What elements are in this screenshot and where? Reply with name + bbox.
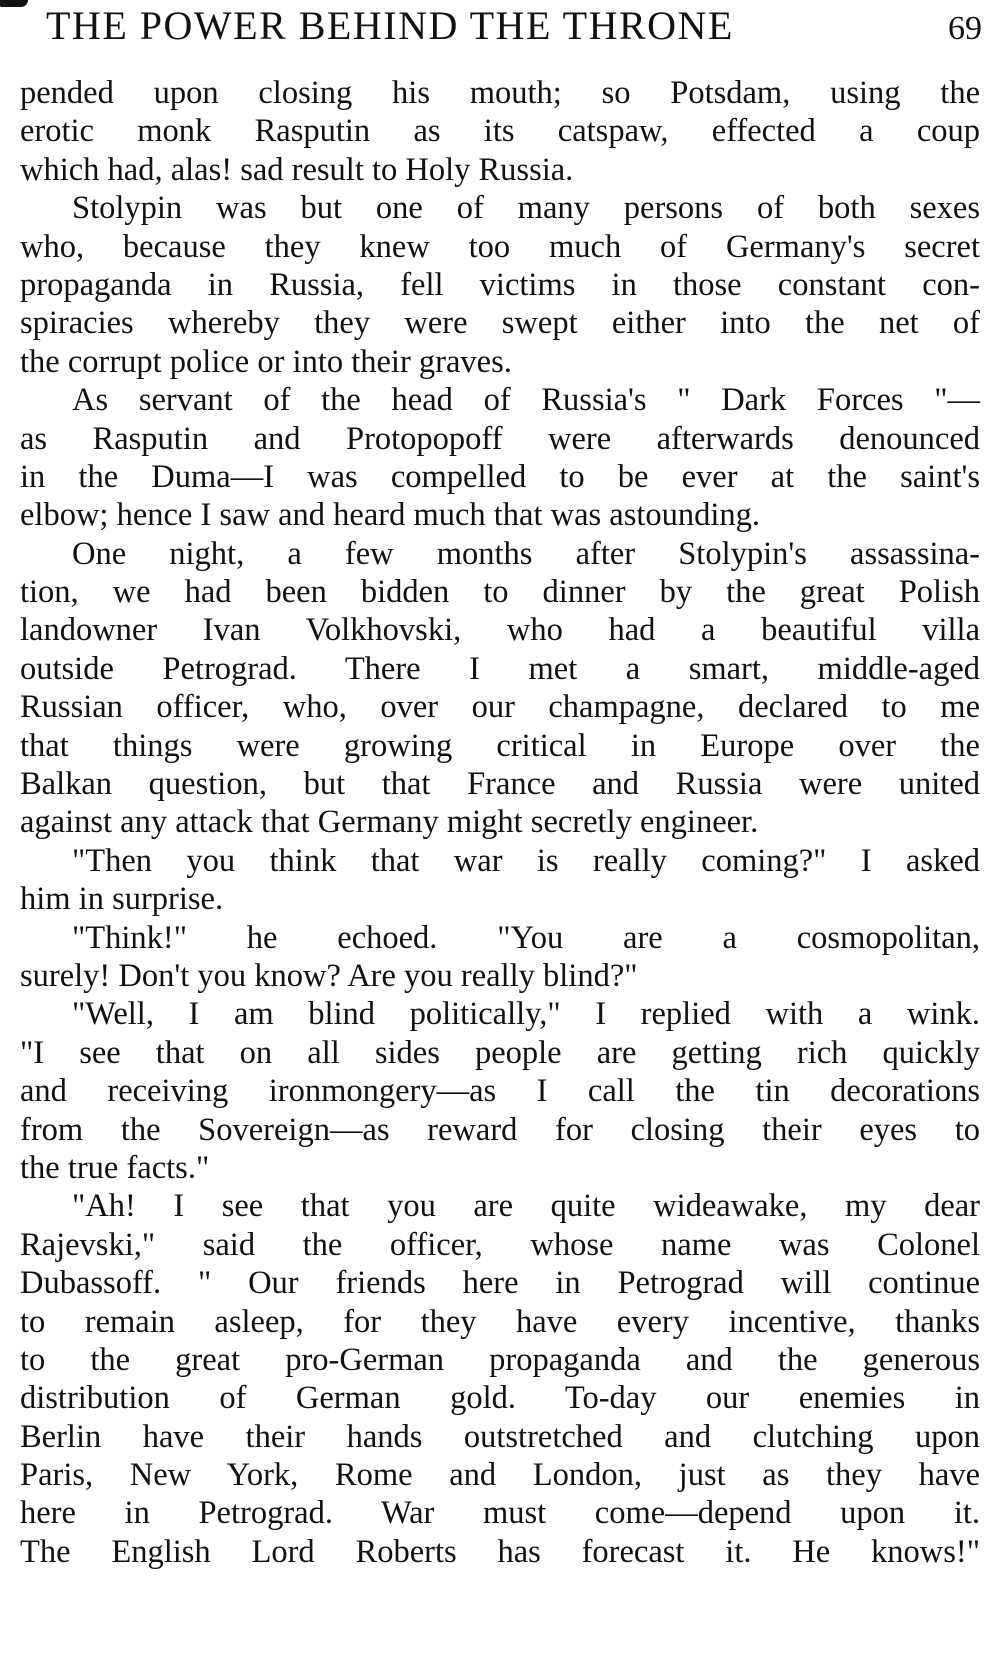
text-line: "I see that on all sides people are getting rich quickly (20, 1034, 980, 1071)
text-line: landowner Ivan Volkhovski, who had a beautiful villa (20, 612, 980, 649)
text-line: to remain asleep, for they have every incentive, thanks (20, 1303, 980, 1340)
text-line: here in Petrograd. War must come—depend upon it. (20, 1495, 980, 1532)
text-line: against any attack that Germany might secretly engineer. (20, 804, 759, 841)
text-line: Rajevski," said the officer, whose name was Colonel (20, 1226, 980, 1263)
text-line: the corrupt police or into their graves. (20, 343, 512, 380)
text-line: which had, alas! sad result to Holy Russia. (20, 151, 574, 188)
text-line: surely! Don't you know? Are you really blind?" (20, 957, 638, 994)
text-line: "Think!" he echoed. "You are a cosmopolitan, (72, 919, 980, 956)
text-line: tion, we had been bidden to dinner by the great Polish (20, 574, 980, 611)
text-line: elbow; hence I saw and heard much that was astounding. (20, 497, 761, 534)
text-line: propaganda in Russia, fell victims in those constant con- (20, 266, 980, 303)
text-line: Berlin have their hands outstretched and clutching upon (20, 1418, 980, 1455)
body-text (20, 74, 980, 1571)
text-line: that things were growing critical in Europe over the (20, 727, 980, 764)
text-line: in the Duma—I was compelled to be ever at the saint's (20, 458, 980, 495)
text-line: "Ah! I see that you are quite wideawake, my dear (72, 1188, 980, 1225)
text-line: Russian officer, who, over our champagne, declared to me (20, 689, 980, 726)
page-header (46, 2, 982, 52)
ink-blot-mark (0, 0, 28, 7)
text-line: Balkan question, but that France and Russia were united (20, 766, 980, 803)
text-line: As servant of the head of Russia's " Dark Forces "— (72, 382, 980, 419)
text-line: One night, a few months after Stolypin's assassina- (72, 535, 980, 572)
text-line: to the great pro-German propaganda and the generous (20, 1341, 980, 1378)
text-line: pended upon closing his mouth; so Potsdam, using the (20, 75, 980, 111)
text-line: distribution of German gold. To-day our enemies in (20, 1380, 980, 1417)
text-line: and receiving ironmongery—as I call the tin decorations (20, 1073, 980, 1110)
text-line: Dubassoff. " Our friends here in Petrograd will continue (20, 1265, 980, 1302)
text-line: from the Sovereign—as reward for closing their eyes to (20, 1111, 980, 1148)
text-line: outside Petrograd. There I met a smart, middle-aged (20, 650, 980, 687)
text-line: him in surprise. (20, 881, 224, 918)
text-line: erotic monk Rasputin as its catspaw, effected a coup (20, 113, 980, 150)
text-line: who, because they knew too much of Germany's secret (20, 228, 980, 265)
text-line: "Then you think that war is really coming?" I asked (72, 842, 980, 879)
page-number: 69 (948, 10, 982, 47)
running-title: THE POWER BEHIND THE THRONE (46, 3, 734, 48)
text-line: Stolypin was but one of many persons of both sexes (72, 190, 980, 227)
text-line: as Rasputin and Protopopoff were afterwards denounced (20, 420, 980, 457)
text-line: "Well, I am blind politically," I replied with a wink. (72, 996, 980, 1033)
text-line: Paris, New York, Rome and London, just as they have (20, 1457, 980, 1494)
text-line: The English Lord Roberts has forecast it. He knows!" (20, 1533, 980, 1570)
text-line: the true facts." (20, 1149, 210, 1186)
text-line: spiracies whereby they were swept either into the net of (20, 305, 980, 342)
